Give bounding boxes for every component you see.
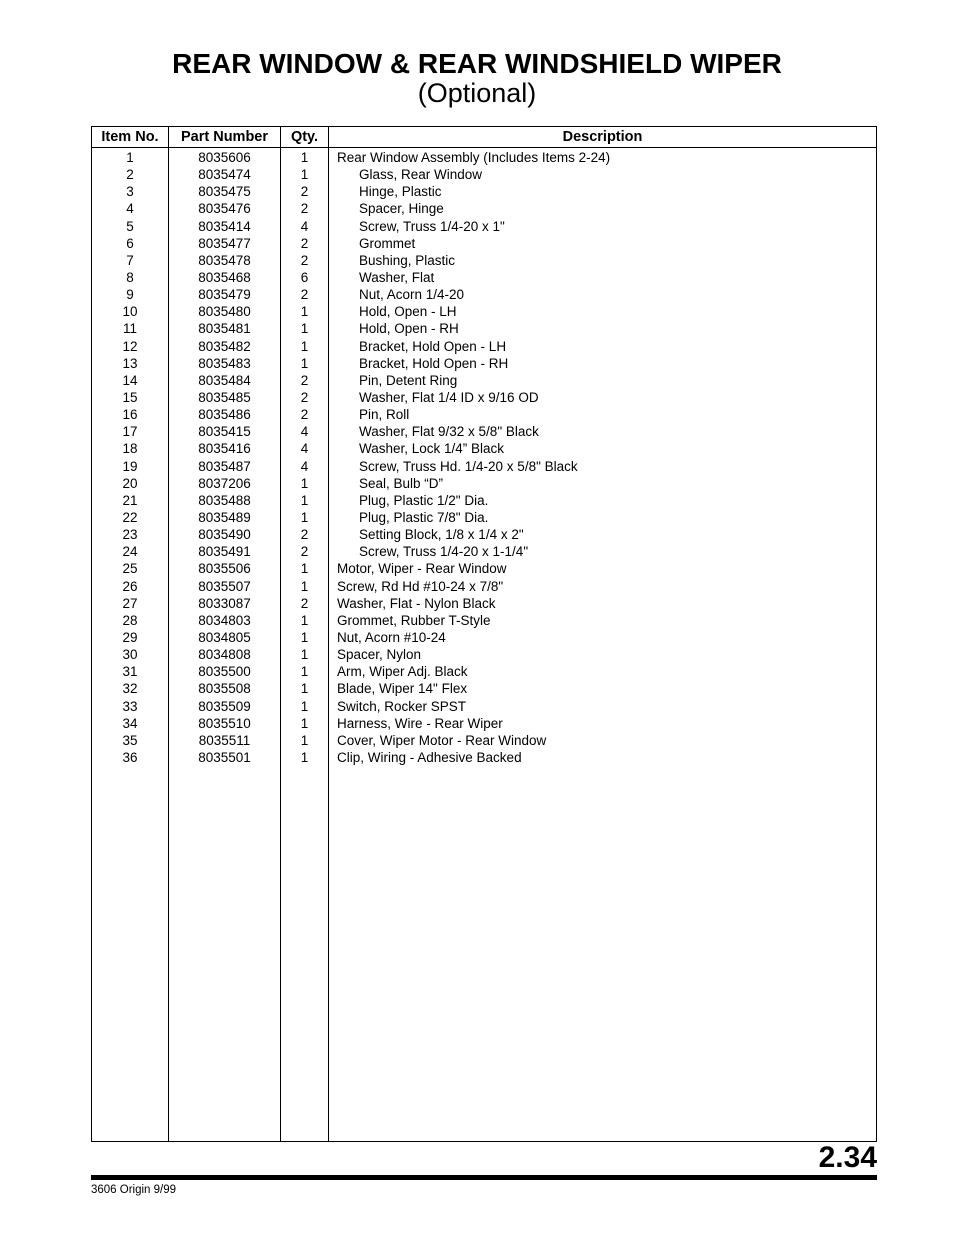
table-row <box>92 629 876 646</box>
item-no-cell: 8 <box>126 269 134 285</box>
item-no-cell: 27 <box>122 595 138 611</box>
table-row <box>92 440 876 457</box>
part-number-cell: 8035490 <box>198 527 251 543</box>
part-number-cell: 8034805 <box>198 629 251 645</box>
part-number-cell: 8035500 <box>198 664 251 680</box>
part-number-cell: 8035478 <box>198 252 251 268</box>
description-cell: Grommet <box>359 235 416 251</box>
table-row <box>92 646 876 663</box>
header-item-no: Item No. <box>101 129 159 145</box>
description-cell: Hold, Open - RH <box>359 321 459 337</box>
table-row <box>92 218 876 235</box>
item-no-cell: 23 <box>122 527 138 543</box>
part-number-cell: 8035491 <box>198 544 251 560</box>
item-no-cell: 18 <box>122 441 138 457</box>
description-cell: Plug, Plastic 1/2" Dia. <box>359 492 489 508</box>
description-cell: Screw, Truss 1/4-20 x 1" <box>359 218 505 234</box>
table-row <box>92 663 876 680</box>
part-number-cell: 8035482 <box>198 338 251 354</box>
part-number-cell: 8035414 <box>198 218 251 234</box>
qty-cell: 1 <box>300 321 309 337</box>
description-cell: Harness, Wire - Rear Wiper <box>337 715 503 731</box>
qty-cell: 2 <box>300 527 309 543</box>
description-cell: Clip, Wiring - Adhesive Backed <box>337 749 522 765</box>
table-row <box>92 423 876 440</box>
item-no-cell: 2 <box>126 167 134 183</box>
item-no-cell: 10 <box>122 304 138 320</box>
part-number-cell: 8035481 <box>198 321 251 337</box>
header-qty: Qty. <box>290 129 319 145</box>
part-number-cell: 8035468 <box>198 269 251 285</box>
part-number-cell: 8034808 <box>198 647 251 663</box>
description-cell: Spacer, Hinge <box>359 201 444 217</box>
table-body <box>92 149 876 766</box>
qty-cell: 6 <box>300 269 309 285</box>
table-row <box>92 149 876 166</box>
footer-rule <box>91 1175 877 1180</box>
part-number-cell: 8035483 <box>198 355 251 371</box>
part-number-cell: 8035487 <box>198 458 251 474</box>
description-cell: Plug, Plastic 7/8" Dia. <box>359 509 489 525</box>
item-no-cell: 25 <box>122 561 138 577</box>
item-no-cell: 28 <box>122 612 138 628</box>
qty-cell: 1 <box>300 475 309 491</box>
qty-cell: 2 <box>300 595 309 611</box>
item-no-cell: 9 <box>126 287 134 303</box>
description-cell: Motor, Wiper - Rear Window <box>337 561 507 577</box>
item-no-cell: 3 <box>126 184 134 200</box>
item-no-cell: 19 <box>122 458 138 474</box>
table-row <box>92 166 876 183</box>
qty-cell: 1 <box>300 561 309 577</box>
qty-cell: 2 <box>300 184 309 200</box>
part-number-cell: 8035488 <box>198 492 251 508</box>
qty-cell: 1 <box>300 664 309 680</box>
qty-cell: 4 <box>300 441 309 457</box>
header-part-number: Part Number <box>180 129 269 145</box>
part-number-cell: 8035508 <box>198 681 251 697</box>
description-cell: Pin, Detent Ring <box>359 372 458 388</box>
part-number-cell: 8033087 <box>198 595 251 611</box>
table-row <box>92 680 876 697</box>
item-no-cell: 6 <box>126 235 134 251</box>
qty-cell: 1 <box>300 749 309 765</box>
description-cell: Pin, Roll <box>359 407 410 423</box>
description-cell: Spacer, Nylon <box>337 647 422 663</box>
qty-cell: 1 <box>300 355 309 371</box>
item-no-cell: 29 <box>122 629 138 645</box>
qty-cell: 4 <box>300 218 309 234</box>
table-row <box>92 355 876 372</box>
part-number-cell: 8035416 <box>198 441 251 457</box>
item-no-cell: 20 <box>122 475 138 491</box>
description-cell: Washer, Flat 9/32 x 5/8" Black <box>359 424 539 440</box>
item-no-cell: 31 <box>122 664 138 680</box>
table-row <box>92 338 876 355</box>
description-cell: Setting Block, 1/8 x 1/4 x 2" <box>359 527 524 543</box>
part-number-cell: 8035484 <box>198 372 251 388</box>
page-subtitle: (Optional) <box>417 78 537 108</box>
description-cell: Screw, Truss Hd. 1/4-20 x 5/8" Black <box>359 458 578 474</box>
qty-cell: 4 <box>300 458 309 474</box>
qty-cell: 2 <box>300 252 309 268</box>
part-number-cell: 8035509 <box>198 698 251 714</box>
table-row <box>92 269 876 286</box>
qty-cell: 2 <box>300 407 309 423</box>
table-row <box>92 526 876 543</box>
qty-cell: 1 <box>300 647 309 663</box>
table-row <box>92 475 876 492</box>
table-row <box>92 303 876 320</box>
table-row <box>92 183 876 200</box>
qty-cell: 1 <box>300 681 309 697</box>
part-number-cell: 8035476 <box>198 201 251 217</box>
part-number-cell: 8035506 <box>198 561 251 577</box>
part-number-cell: 8035606 <box>198 150 251 165</box>
table-row <box>92 406 876 423</box>
description-cell: Blade, Wiper 14" Flex <box>337 681 468 697</box>
item-no-cell: 12 <box>122 338 138 354</box>
qty-cell: 1 <box>300 732 309 748</box>
item-no-cell: 13 <box>122 355 138 371</box>
qty-cell: 1 <box>300 509 309 525</box>
description-cell: Bushing, Plastic <box>359 252 456 268</box>
table-row <box>92 252 876 269</box>
table-row <box>92 560 876 577</box>
part-number-cell: 8035479 <box>198 287 251 303</box>
item-no-cell: 16 <box>122 407 138 423</box>
description-cell: Arm, Wiper Adj. Black <box>337 664 468 680</box>
table-row <box>92 286 876 303</box>
table-row <box>92 595 876 612</box>
qty-cell: 2 <box>300 201 309 217</box>
item-no-cell: 17 <box>122 424 138 440</box>
part-number-cell: 8035486 <box>198 407 251 423</box>
part-number-cell: 8035477 <box>198 235 251 251</box>
part-number-cell: 8035507 <box>198 578 251 594</box>
description-cell: Washer, Flat <box>359 269 435 285</box>
table-row <box>92 492 876 509</box>
description-cell: Nut, Acorn #10-24 <box>337 629 446 645</box>
item-no-cell: 33 <box>122 698 138 714</box>
item-no-cell: 1 <box>126 150 134 165</box>
item-no-cell: 5 <box>126 218 134 234</box>
description-cell: Bracket, Hold Open - RH <box>359 355 509 371</box>
qty-cell: 2 <box>300 235 309 251</box>
item-no-cell: 21 <box>122 492 138 508</box>
description-cell: Washer, Flat - Nylon Black <box>337 595 496 611</box>
table-row <box>92 389 876 406</box>
table-row <box>92 578 876 595</box>
page-title: REAR WINDOW & REAR WINDSHIELD WIPER <box>172 48 782 79</box>
table-row <box>92 200 876 217</box>
qty-cell: 1 <box>300 612 309 628</box>
footer-text: 3606 Origin 9/99 <box>91 1184 177 1196</box>
table-row <box>92 235 876 252</box>
qty-cell: 1 <box>300 492 309 508</box>
item-no-cell: 7 <box>126 252 134 268</box>
qty-cell: 2 <box>300 544 309 560</box>
table-row <box>92 612 876 629</box>
qty-cell: 1 <box>300 338 309 354</box>
part-number-cell: 8035501 <box>198 749 251 765</box>
table-row <box>92 320 876 337</box>
header-description: Description <box>562 129 643 145</box>
qty-cell: 2 <box>300 372 309 388</box>
item-no-cell: 30 <box>122 647 138 663</box>
table-row <box>92 698 876 715</box>
part-number-cell: 8035475 <box>198 184 251 200</box>
table-row <box>92 458 876 475</box>
table-row <box>92 372 876 389</box>
qty-cell: 1 <box>300 150 309 165</box>
table-row <box>92 749 876 766</box>
description-cell: Hinge, Plastic <box>359 184 442 200</box>
item-no-cell: 34 <box>122 715 138 731</box>
description-cell: Washer, Flat 1/4 ID x 9/16 OD <box>359 389 539 405</box>
item-no-cell: 15 <box>122 389 138 405</box>
item-no-cell: 36 <box>122 749 138 765</box>
description-cell: Screw, Truss 1/4-20 x 1-1/4" <box>359 544 529 560</box>
description-cell: Nut, Acorn 1/4-20 <box>359 287 465 303</box>
part-number-cell: 8035474 <box>198 167 251 183</box>
part-number-cell: 8035485 <box>198 389 251 405</box>
description-cell: Screw, Rd Hd #10-24 x 7/8" <box>337 578 504 594</box>
page-number: 2.34 <box>818 1141 877 1174</box>
item-no-cell: 35 <box>122 732 138 748</box>
qty-cell: 1 <box>300 578 309 594</box>
item-no-cell: 32 <box>122 681 138 697</box>
table-row <box>92 509 876 526</box>
part-number-cell: 8035415 <box>198 424 251 440</box>
description-cell: Hold, Open - LH <box>359 304 457 320</box>
qty-cell: 1 <box>300 167 309 183</box>
table-row <box>92 543 876 560</box>
qty-cell: 1 <box>300 629 309 645</box>
qty-cell: 1 <box>300 715 309 731</box>
item-no-cell: 14 <box>122 372 138 388</box>
part-number-cell: 8034803 <box>198 612 251 628</box>
description-cell: Washer, Lock 1/4” Black <box>359 441 505 457</box>
part-number-cell: 8035510 <box>198 715 251 731</box>
part-number-cell: 8035480 <box>198 304 251 320</box>
description-cell: Switch, Rocker SPST <box>337 698 467 714</box>
description-cell: Seal, Bulb “D” <box>359 475 444 491</box>
description-cell: Rear Window Assembly (Includes Items 2-24) <box>337 150 611 165</box>
item-no-cell: 26 <box>122 578 138 594</box>
qty-cell: 2 <box>300 389 309 405</box>
description-cell: Grommet, Rubber T-Style <box>337 612 491 628</box>
description-cell: Cover, Wiper Motor - Rear Window <box>337 732 547 748</box>
part-number-cell: 8037206 <box>198 475 251 491</box>
table-row <box>92 715 876 732</box>
qty-cell: 4 <box>300 424 309 440</box>
description-cell: Glass, Rear Window <box>359 167 483 183</box>
qty-cell: 1 <box>300 698 309 714</box>
part-number-cell: 8035511 <box>198 732 251 748</box>
description-cell: Bracket, Hold Open - LH <box>359 338 507 354</box>
qty-cell: 1 <box>300 304 309 320</box>
item-no-cell: 11 <box>122 321 137 337</box>
item-no-cell: 22 <box>122 509 138 525</box>
qty-cell: 2 <box>300 287 309 303</box>
parts-table <box>91 126 877 1142</box>
header-divider <box>92 147 876 148</box>
table-row <box>92 732 876 749</box>
item-no-cell: 4 <box>126 201 134 217</box>
item-no-cell: 24 <box>122 544 138 560</box>
part-number-cell: 8035489 <box>198 509 251 525</box>
